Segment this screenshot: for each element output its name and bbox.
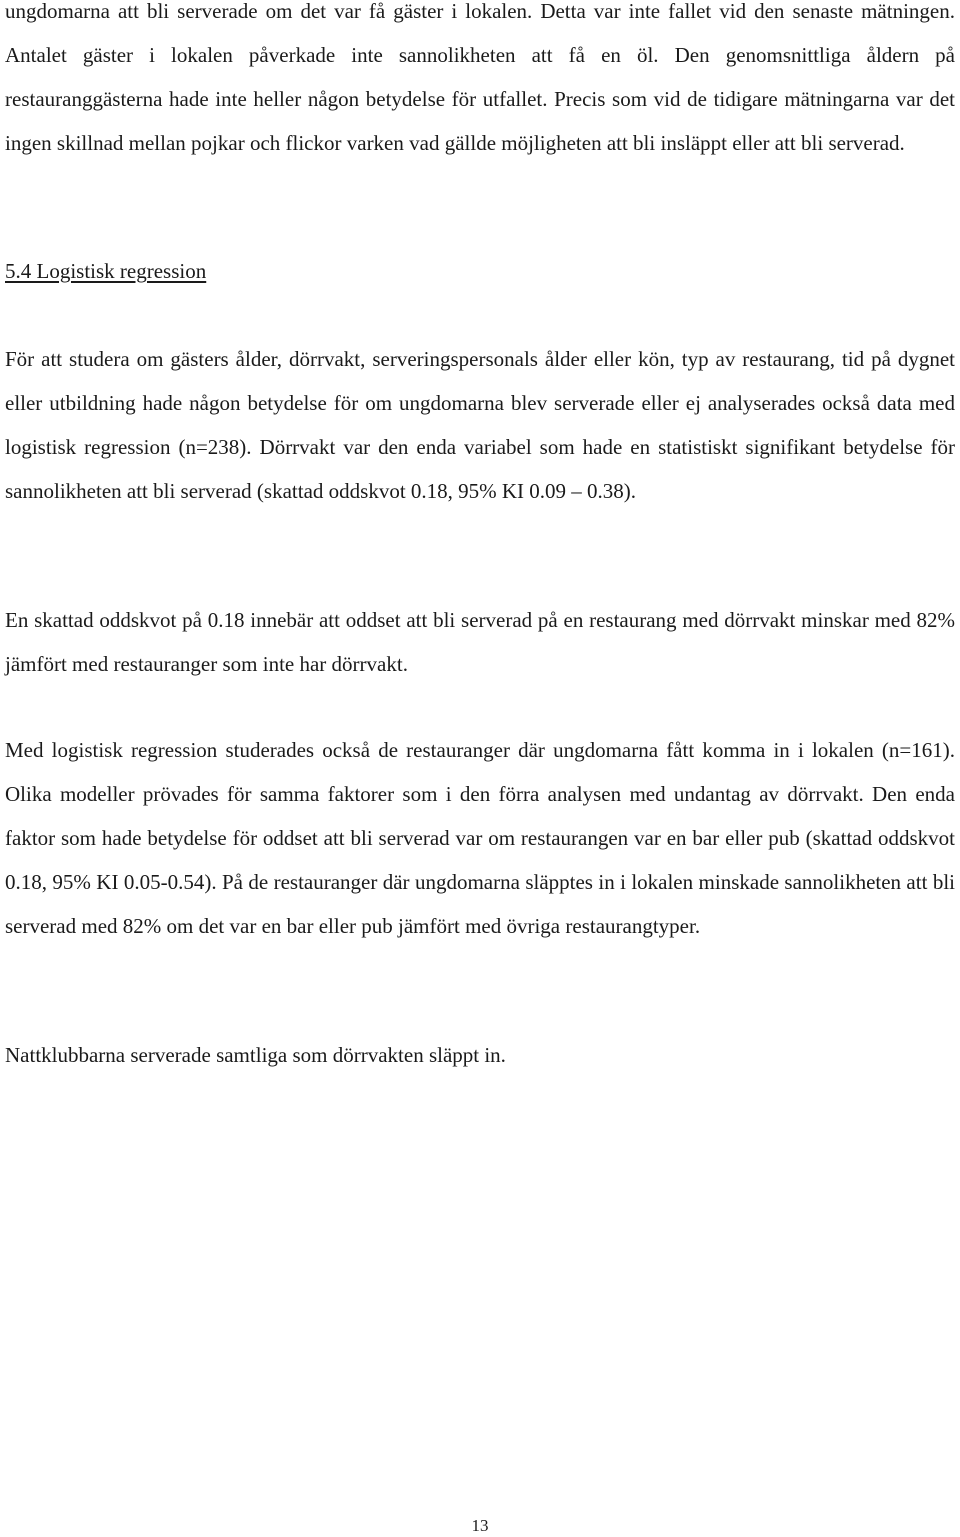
body-paragraph: För att studera om gästers ålder, dörrvakt, serveringspersonals ålder eller kön, typ av restaurang, tid på dygnet eller utbildning hade någon betydelse för om ungdomarna blev serverade eller ej analyserades också data med logistisk regression (n=238). Dörrvakt var den enda variabel som hade en statistiskt signifikant betydelse för sannolikheten att bli serverad (skattad oddskvot 0.18, 95% KI 0.09 – 0.38). [5,347,955,503]
body-paragraph: En skattad oddskvot på 0.18 innebär att oddset att bli serverad på en restaurang med dörrvakt minskar med 82% jämfört med restauranger som inte har dörrvakt. [5,608,955,676]
body-paragraph: Med logistisk regression studerades också de restauranger där ungdomarna fått komma in i lokalen (n=161). Olika modeller prövades för samma faktorer som i den förra analysen med undantag av dörrvakt. Den enda faktor som hade betydelse för oddset att bli serverad var om restaurangen var en bar eller pub (skattad oddskvot 0.18, 95% KI 0.05-0.54). På de restauranger där ungdomarna släpptes in i lokalen minskade sannolikheten att bli serverad med 82% om det var en bar eller pub jämfört med övriga restaurangtyper. [5,738,955,938]
body-paragraph: ungdomarna att bli serverade om det var få gäster i lokalen. Detta var inte fallet vid den senaste mätningen. Antalet gäster i lokalen påverkade inte sannolikheten att få en öl. Den genomsnittliga åldern på restauranggästerna hade inte heller någon betydelse för utfallet. Precis som vid de tidigare mätningarna var det ingen skillnad mellan pojkar och flickor varken vad gällde möjligheten att bli insläppt eller att bli serverad. [5,0,955,155]
page-number: 13 [471,1516,489,1535]
section-heading: 5.4 Logistisk regression [5,259,207,283]
body-paragraph: Nattklubbarna serverade samtliga som dörrvakten släppt in. [5,1043,506,1067]
